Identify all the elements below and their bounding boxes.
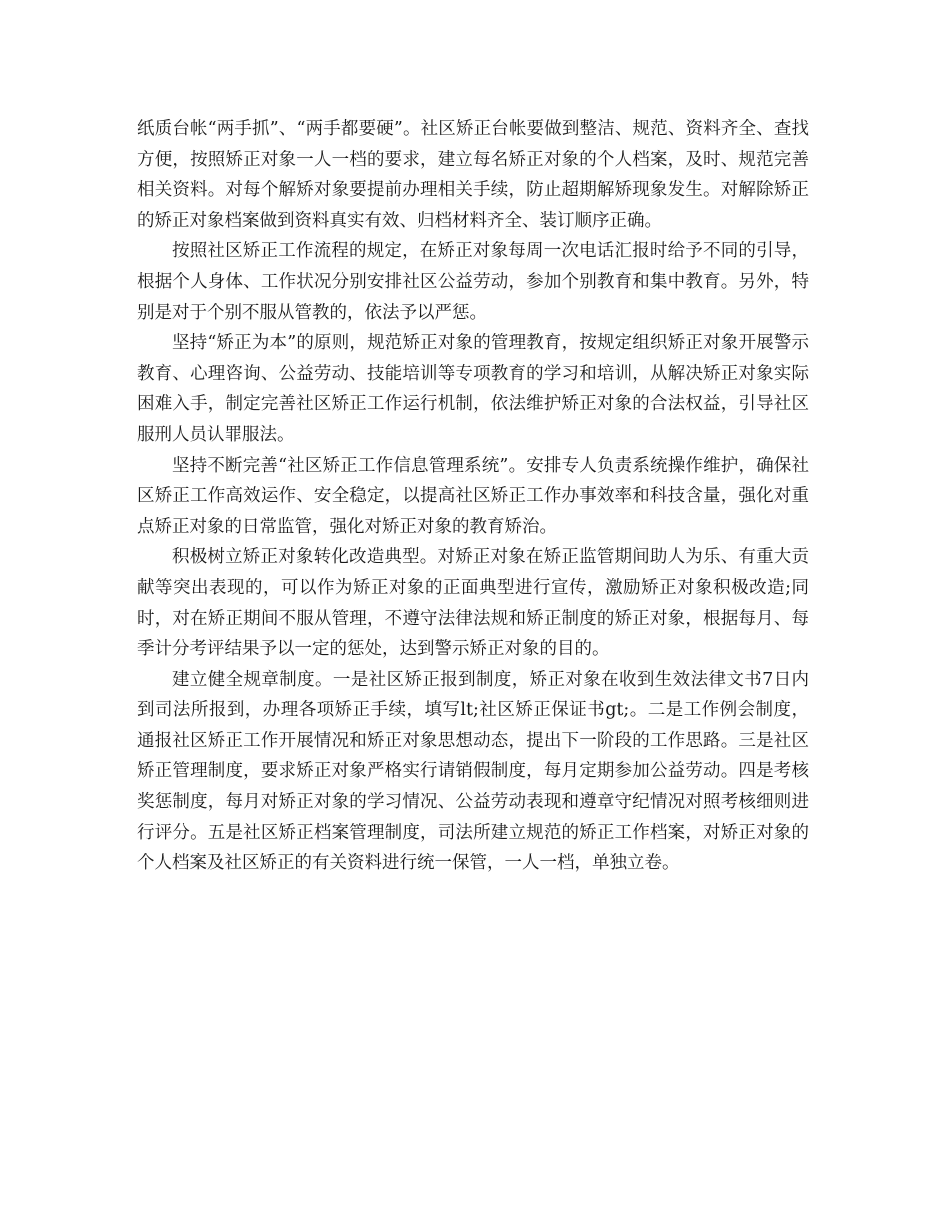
paragraph-model-cases: 积极树立矫正对象转化改造典型。对矫正对象在矫正监管期间助人为乐、有重大贡献等突出表现的，可以作为矫正对象的正面典型进行宣传，激励矫正对象积极改造;同时，对在矫正期间不服从管理，不遵守法律法规和矫正制度的矫正对象，根据每月、每季计分考评结果予以一定的惩处，达到警示矫正对象的目的。 <box>137 547 809 660</box>
paragraph-information-system: 坚持不断完善“社区矫正工作信息管理系统”。安排专人负责系统操作维护，确保社区矫正工作高效运作、安全稳定，以提高社区矫正工作办事效率和科技含量，强化对重点矫正对象的日常监管，强化对矫正对象的教育矫治。 <box>137 455 809 537</box>
paragraph-rules-system: 建立健全规章制度。一是社区矫正报到制度，矫正对象在收到生效法律文书7日内到司法所报到，办理各项矫正手续，填写lt;社区矫正保证书gt;。二是工作例会制度，通报社区矫正工作开展情况和矫正对象思想动态，提出下一阶段的工作思路。三是社区矫正管理制度，要求矫正对象严格实行请销假制度，每月定期参加公益劳动。四是考核奖惩制度，每月对矫正对象的学习情况、公益劳动表现和遵章守纪情况对照考核细则进行评分。五是社区矫正档案管理制度，司法所建立规范的矫正工作档案，对矫正对象的个人档案及社区矫正的有关资料进行统一保管，一人一档，单独立卷。 <box>137 669 809 874</box>
document-page <box>137 114 809 879</box>
paragraph-guidance: 按照社区矫正工作流程的规定，在矫正对象每周一次电话汇报时给予不同的引导，根据个人身体、工作状况分别安排社区公益劳动，参加个别教育和集中教育。另外，特别是对于个别不服从管教的，依法予以严惩。 <box>137 241 809 323</box>
paragraph-correction-principle: 坚持“矫正为本”的原则，规范矫正对象的管理教育，按规定组织矫正对象开展警示教育、心理咨询、公益劳动、技能培训等专项教育的学习和培训，从解决矫正对象实际困难入手，制定完善社区矫正工作运行机制，依法维护矫正对象的合法权益，引导社区服刑人员认罪服法。 <box>137 333 809 445</box>
paragraph-continuation: 纸质台帐“两手抓”、“两手都要硬”。社区矫正台帐要做到整洁、规范、资料齐全、查找方便，按照矫正对象一人一档的要求，建立每名矫正对象的个人档案，及时、规范完善相关资料。对每个解矫对象要提前办理相关手续，防止超期解矫现象发生。对解除矫正的矫正对象档案做到资料真实有效、归档材料齐全、装订顺序正确。 <box>137 119 809 231</box>
